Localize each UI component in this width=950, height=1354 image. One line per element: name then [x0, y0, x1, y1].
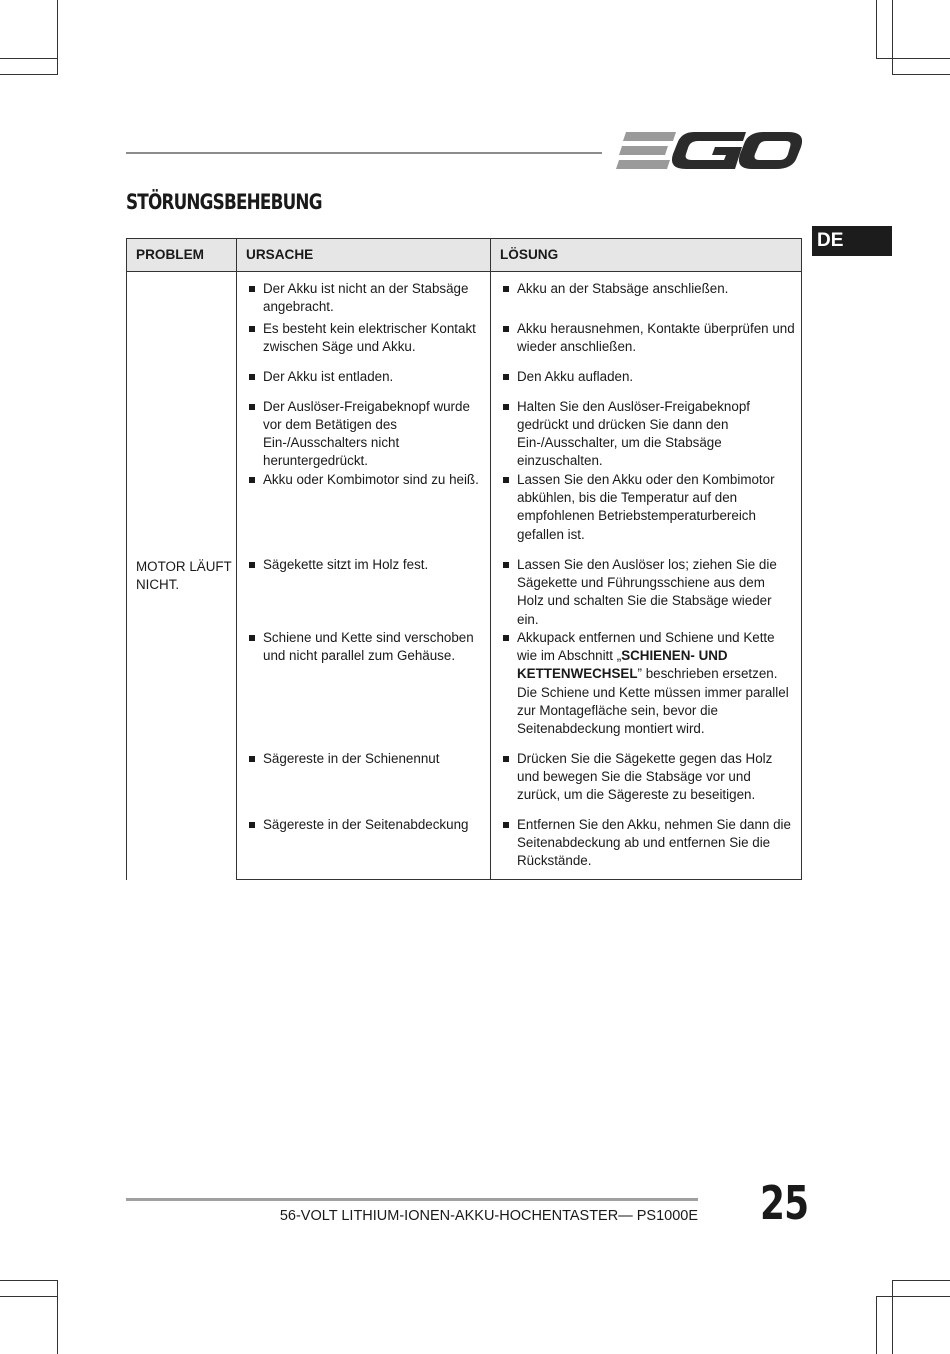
bullet-icon	[249, 562, 255, 568]
solution-item: Akkupack entfernen und Schiene und Kette wie im Abschnitt „SCHIENEN- UND KETTENWECHSEL” beschrieben ersetzen. Die Schiene und Kette müssen immer parallel zur Montagefläche sein, bevor die Seitenabdeckung montiert wird.	[491, 629, 801, 739]
crop-mark	[0, 74, 58, 75]
bullet-icon	[503, 562, 509, 568]
crop-mark	[892, 1280, 950, 1281]
problem-cell: MOTOR LÄUFT NICHT.	[127, 272, 237, 880]
table-header-row	[127, 239, 802, 272]
bullet-icon	[249, 326, 255, 332]
crop-mark	[0, 58, 58, 59]
bullet-icon	[249, 374, 255, 380]
solution-item: Lassen Sie den Auslöser los; ziehen Sie die Sägekette und Führungsschiene aus dem Holz und schalten Sie die Stabsäge wieder ein.	[491, 556, 801, 629]
bullet-icon	[503, 326, 509, 332]
solution-item: Den Akku aufladen.	[491, 368, 801, 386]
header-rule	[126, 152, 602, 154]
cause-item: Sägekette sitzt im Holz fest.	[237, 556, 490, 574]
solution-item: Lassen Sie den Akku oder den Kombimotor abkühlen, bis die Temperatur auf den empfohlenen Betriebstemperaturbereich gefallen ist.	[491, 471, 801, 544]
bullet-icon	[503, 822, 509, 828]
crop-mark	[57, 0, 58, 74]
crop-mark	[892, 0, 893, 74]
solution-item: Entfernen Sie den Akku, nehmen Sie dann die Seitenabdeckung ab und entfernen Sie die Rückstände.	[491, 816, 801, 871]
header-problem: PROBLEM	[127, 239, 237, 272]
bullet-icon	[249, 822, 255, 828]
bullet-icon	[503, 756, 509, 762]
bullet-icon	[249, 477, 255, 483]
crop-mark	[876, 58, 950, 59]
cause-item: Sägereste in der Seitenabdeckung	[237, 816, 490, 834]
crop-mark	[876, 1296, 877, 1354]
crop-mark	[892, 1280, 893, 1354]
bullet-icon	[249, 404, 255, 410]
footer-text: 56-VOLT LITHIUM-IONEN-AKKU-HOCHENTASTER— PS1000E	[279, 1208, 698, 1224]
section-reference: SCHIENEN- UND KETTENWECHSEL	[517, 648, 728, 682]
crop-mark	[876, 0, 877, 58]
language-tab: DE	[812, 226, 892, 256]
crop-mark	[876, 1296, 950, 1297]
ego-logo	[616, 128, 802, 176]
cause-item: Schiene und Kette sind verschoben und nicht parallel zum Gehäuse.	[237, 629, 490, 666]
cause-item: Sägereste in der Schienennut	[237, 750, 490, 768]
crop-mark	[892, 74, 950, 75]
bullet-icon	[503, 374, 509, 380]
footer-rule	[126, 1198, 698, 1201]
cause-item: Der Akku ist nicht an der Stabsäge angebracht.	[237, 280, 490, 317]
cause-item: Der Auslöser-Freigabeknopf wurde vor dem Betätigen des Ein-/Ausschalters nicht heruntergedrückt.	[237, 398, 490, 471]
bullet-icon	[249, 635, 255, 641]
solution-item: Halten Sie den Auslöser-Freigabeknopf gedrückt und drücken Sie dann den Ein-/Ausschalter, um die Stabsäge einzuschalten.	[491, 398, 801, 471]
cause-item: Akku oder Kombimotor sind zu heiß.	[237, 471, 490, 489]
solution-item: Drücken Sie die Sägekette gegen das Holz und bewegen Sie die Stabsäge vor und zurück, um die Sägereste zu beseitigen.	[491, 750, 801, 805]
cause-item: Der Akku ist entladen.	[237, 368, 490, 386]
solution-item: Akku an der Stabsäge anschließen.	[491, 280, 801, 298]
page-title: STÖRUNGSBEHEBUNG	[126, 190, 322, 214]
bullet-icon	[503, 286, 509, 292]
solution-item: Akku herausnehmen, Kontakte überprüfen und wieder anschließen.	[491, 320, 801, 357]
crop-mark	[57, 1280, 58, 1354]
header-solution: LÖSUNG	[491, 239, 802, 272]
table-row	[127, 272, 802, 320]
bullet-icon	[503, 635, 509, 641]
bullet-icon	[503, 477, 509, 483]
crop-mark	[0, 1280, 58, 1281]
troubleshooting-table	[126, 238, 802, 880]
bullet-icon	[503, 404, 509, 410]
bullet-icon	[249, 756, 255, 762]
crop-mark	[0, 1296, 58, 1297]
bullet-icon	[249, 286, 255, 292]
page-number: 25	[760, 1176, 809, 1230]
cause-item: Es besteht kein elektrischer Kontakt zwischen Säge und Akku.	[237, 320, 490, 357]
header-cause: URSACHE	[237, 239, 491, 272]
